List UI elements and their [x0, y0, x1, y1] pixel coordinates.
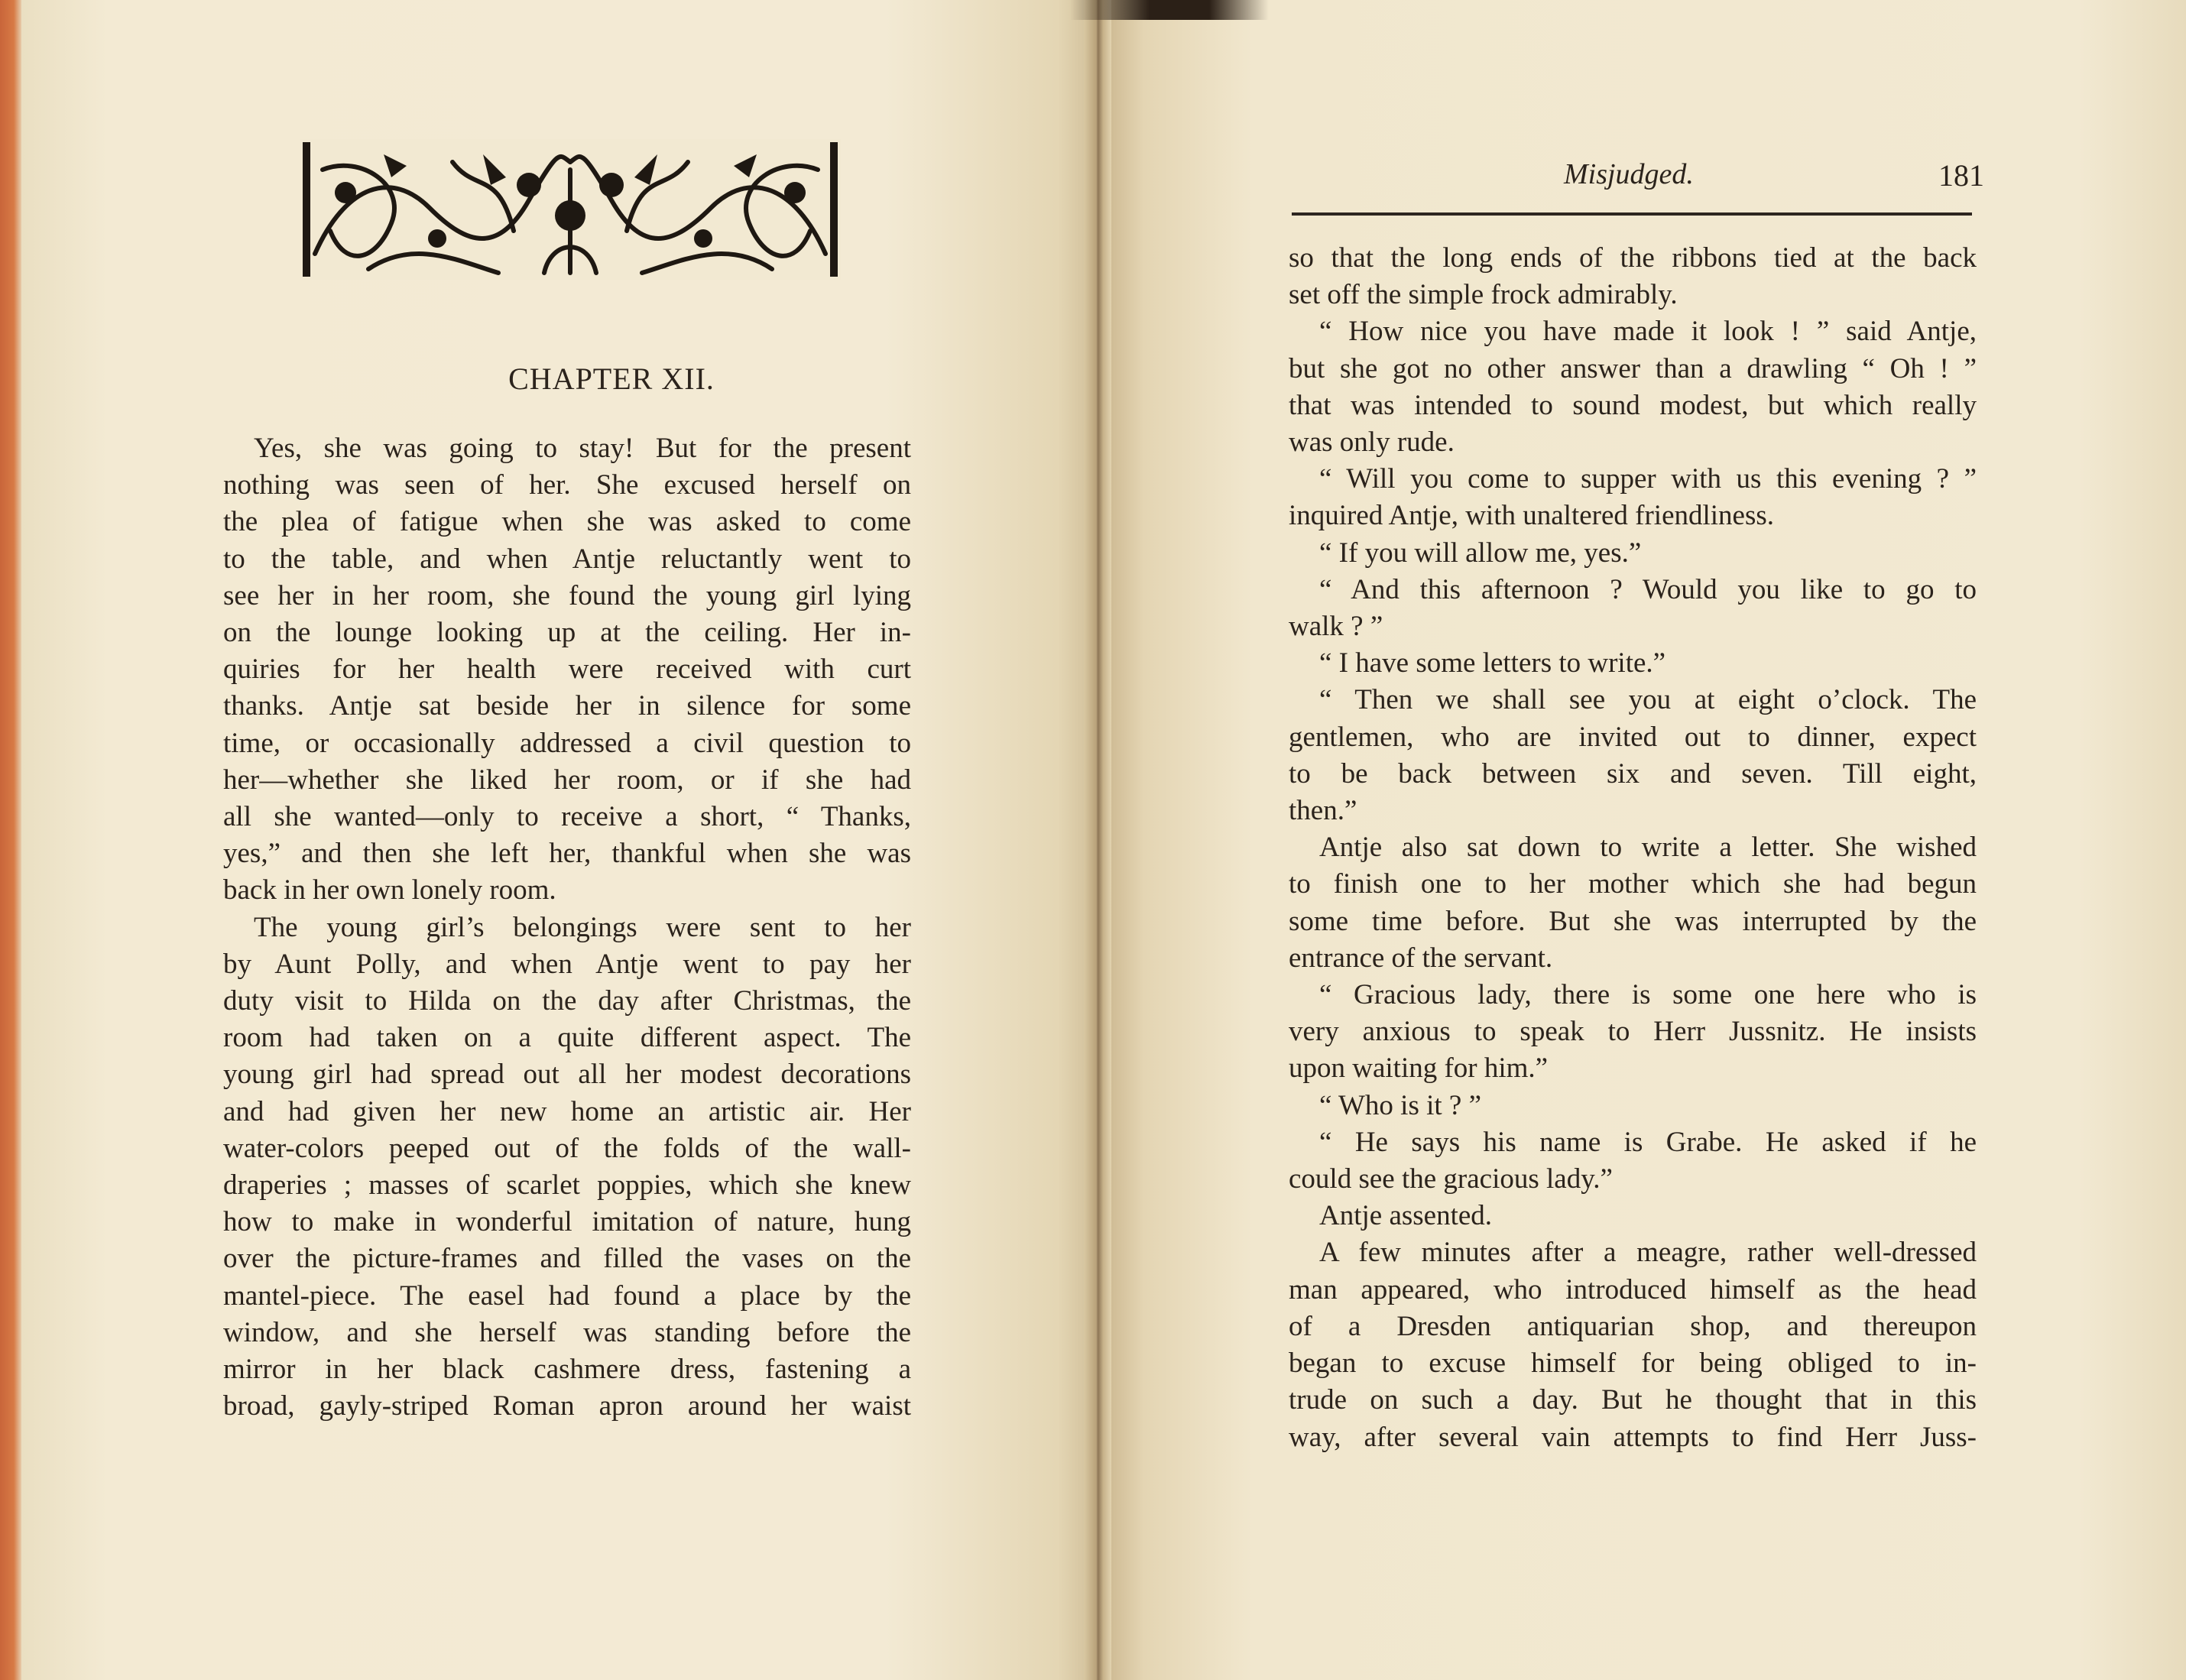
spine-shadow [1070, 0, 1269, 20]
text-line: set off the simple frock admirably. [1289, 279, 1678, 311]
text-line: but she got no other answer than a drawling “ Oh ! ” [1289, 352, 1977, 384]
left-page-text [223, 430, 911, 1425]
text-line: began to excuse himself for being obliged to in- [1289, 1348, 1977, 1380]
text-line: inquired Antje, with unaltered friendliness. [1289, 500, 1775, 532]
text-line: entrance of the servant. [1289, 942, 1553, 974]
text-line: all she wanted—only to receive a short, “ Thanks, [223, 801, 911, 833]
text-line: so that the long ends of the ribbons tied at the back [1289, 242, 1977, 274]
text-line: way, after several vain attempts to find Herr Juss- [1289, 1421, 1977, 1453]
text-line: time, or occasionally addressed a civil question to [223, 727, 911, 759]
text-line: on the lounge looking up at the ceiling. Her in- [223, 617, 911, 649]
running-title: Misjudged. [1564, 158, 1694, 190]
page-number: 181 [1938, 158, 1984, 193]
text-line: “ Who is it ? ” [1319, 1089, 1482, 1121]
header-rule [1292, 212, 1972, 216]
text-line: could see the gracious lady.” [1289, 1163, 1613, 1195]
text-line: to be back between six and seven. Till eight, [1289, 757, 1977, 790]
text-line: “ Then we shall see you at eight o’clock. The [1319, 684, 1977, 716]
text-line: her—whether she liked her room, or if she had [223, 764, 911, 796]
text-line: window, and she herself was standing before the [223, 1316, 911, 1348]
text-line: draperies ; masses of scarlet poppies, which she knew [223, 1169, 911, 1202]
text-line: yes,” and then she left her, thankful when she was [223, 838, 911, 870]
text-line: over the picture-frames and filled the vases on the [223, 1243, 911, 1275]
text-line: by Aunt Polly, and when Antje went to pay her [223, 948, 911, 980]
text-line: very anxious to speak to Herr Jussnitz. He insists [1289, 1016, 1977, 1048]
text-line: “ I have some letters to write.” [1319, 647, 1666, 679]
right-page-text [1289, 240, 1977, 1456]
text-line: thanks. Antje sat beside her in silence for some [223, 690, 911, 722]
text-line: Yes, she was going to stay! But for the present [254, 433, 911, 464]
text-line: “ How nice you have made it look ! ” said Antje, [1319, 316, 1977, 348]
text-line: The young girl’s belongings were sent to her [254, 911, 911, 943]
text-line: upon waiting for him.” [1289, 1052, 1549, 1085]
text-line: duty visit to Hilda on the day after Christmas, the [223, 985, 911, 1017]
text-line: and had given her new home an artistic air. Her [223, 1095, 911, 1127]
text-line: then.” [1289, 795, 1357, 827]
text-line: “ If you will allow me, yes.” [1319, 537, 1642, 569]
text-line: the plea of fatigue when she was asked to come [223, 506, 911, 538]
text-line: “ And this afternoon ? Would you like to go to [1319, 573, 1977, 605]
text-line: trude on such a day. But he thought that in this [1289, 1384, 1977, 1416]
text-line: man appeared, who introduced himself as the head [1289, 1273, 1977, 1305]
text-line: room had taken on a quite different aspect. The [223, 1022, 911, 1054]
text-line: of a Dresden antiquarian shop, and thereupon [1289, 1310, 1977, 1342]
text-line: “ Gracious lady, there is some one here who is [1319, 979, 1977, 1011]
text-line: see her in her room, she found the young girl lying [223, 579, 911, 611]
floral-headpiece-ornament-icon [300, 139, 841, 280]
text-line: some time before. But she was interrupted by the [1289, 905, 1977, 937]
chapter-heading: CHAPTER XII. [508, 362, 715, 396]
text-line: how to make in wonderful imitation of nature, hung [223, 1206, 911, 1238]
text-line: water-colors peeped out of the folds of the wall- [223, 1132, 911, 1164]
text-line: was only rude. [1289, 426, 1455, 459]
text-line: back in her own lonely room. [223, 874, 556, 906]
text-line: gentlemen, who are invited out to dinner, expect [1289, 721, 1977, 753]
text-line: walk ? ” [1289, 611, 1383, 643]
text-line: that was intended to sound modest, but which really [1289, 389, 1977, 421]
text-line: mantel-piece. The easel had found a place by the [223, 1279, 911, 1312]
text-line: young girl had spread out all her modest decorations [223, 1059, 911, 1091]
book-gutter [1084, 0, 1111, 1680]
text-line: Antje assented. [1319, 1200, 1493, 1232]
text-line: broad, gayly-striped Roman apron around her waist [223, 1390, 911, 1422]
text-line: to the table, and when Antje reluctantly went to [223, 543, 911, 575]
text-line: mirror in her black cashmere dress, fastening a [223, 1354, 911, 1386]
text-line: “ He says his name is Grabe. He asked if he [1319, 1126, 1977, 1158]
text-line: to finish one to her mother which she had begun [1289, 868, 1977, 900]
text-line: A few minutes after a meagre, rather well-dressed [1319, 1237, 1977, 1269]
text-line: “ Will you come to supper with us this evening ? ” [1319, 463, 1977, 495]
text-line: quiries for her health were received with curt [223, 654, 911, 686]
text-line: nothing was seen of her. She excused herself on [223, 469, 911, 501]
text-line: Antje also sat down to write a letter. She wished [1319, 832, 1977, 864]
